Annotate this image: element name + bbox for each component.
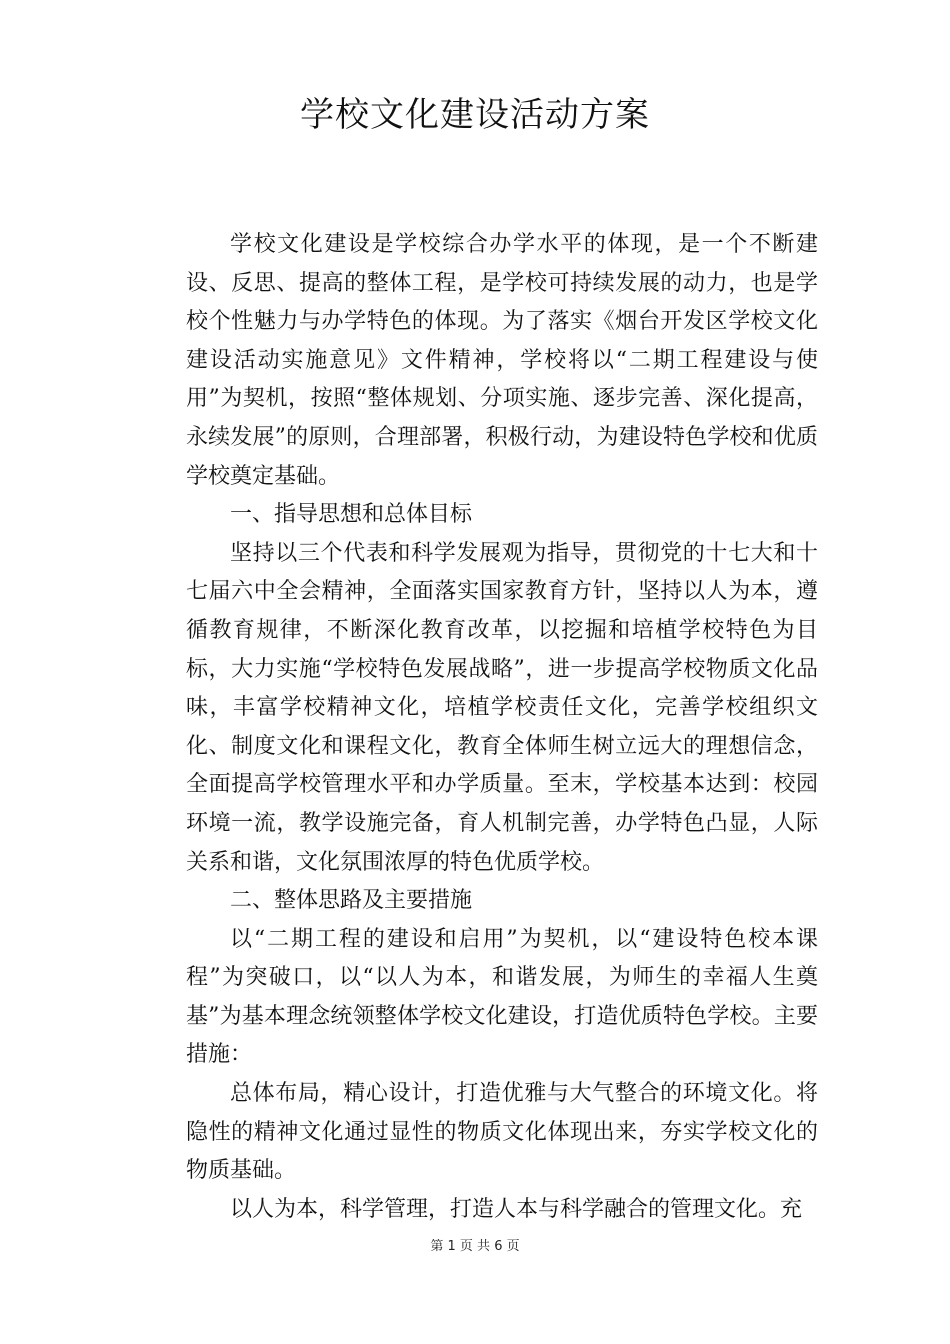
- intro-paragraph: 学校文化建设是学校综合办学水平的体现，是一个不断建设、反思、提高的整体工程，是学校可持续发展的动力，也是学校个性魅力与办学特色的体现。为了落实《烟台开发区学校文化建设活动实施意见》文件精神，学校将以“二期工程建设与使用”为契机，按照“整体规划、分项实施、逐步完善、深化提高，永续发展”的原则，合理部署，积极行动，为建设特色学校和优质学校奠定基础。: [186, 232, 818, 489]
- management-culture-paragraph: 以人为本，科学管理，打造人本与科学融合的管理文化。充: [230, 1196, 803, 1222]
- section-heading-overall-approach: 二、整体思路及主要措施: [230, 888, 473, 914]
- overall-approach-paragraph: 以“二期工程的建设和启用”为契机，以“建设特色校本课程”为突破口，以“以人为本，和谐发展，为师生的幸福人生奠基”为基本理念统领整体学校文化建设，打造优质特色学校。主要措施：: [186, 926, 818, 1068]
- environment-culture-paragraph: 总体布局，精心设计，打造优雅与大气整合的环境文化。将隐性的精神文化通过显性的物质文化体现出来，夯实学校文化的物质基础。: [186, 1081, 818, 1184]
- document-title: 学校文化建设活动方案: [300, 95, 650, 135]
- section-heading-guiding-ideas: 一、指导思想和总体目标: [230, 502, 473, 528]
- guiding-ideas-paragraph: 坚持以三个代表和科学发展观为指导，贯彻党的十七大和十七届六中全会精神，全面落实国家教育方针，坚持以人为本，遵循教育规律，不断深化教育改革，以挖掘和培植学校特色为目标，大力实施“学校特色发展战略”，进一步提高学校物质文化品味，丰富学校精神文化，培植学校责任文化，完善学校组织文化、制度文化和课程文化，教育全体师生树立远大的理想信念，全面提高学校管理水平和办学质量。至末，学校基本达到：校园环境一流，教学设施完备，育人机制完善，办学特色凸显，人际关系和谐，文化氛围浓厚的特色优质学校。: [186, 540, 818, 875]
- document-body: [186, 226, 818, 1229]
- page-number-footer: 第 1 页 共 6 页: [430, 1239, 520, 1254]
